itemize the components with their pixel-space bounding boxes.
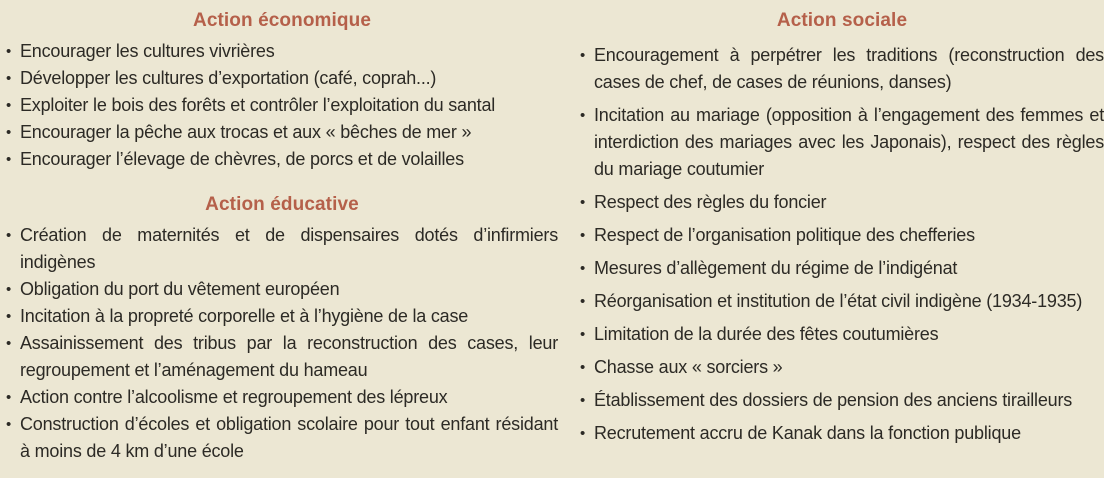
section-title: Action sociale	[776, 10, 908, 31]
item-text: Respect des règles du foncier	[594, 192, 827, 212]
list-item	[6, 276, 558, 303]
bullet-icon: •	[6, 43, 12, 60]
list-item	[580, 189, 1104, 216]
section	[6, 191, 558, 465]
item-text: Encourager les cultures vivrières	[20, 41, 275, 61]
item-text: Réorganisation et institution de l’état civil indigène (1934-1935)	[594, 291, 1083, 311]
column-1	[580, 7, 1104, 465]
section	[6, 7, 558, 173]
item-text: Établissement des dossiers de pension des anciens tirailleurs	[594, 390, 1073, 410]
list-item	[580, 387, 1104, 414]
list-item	[6, 384, 558, 411]
list-item	[580, 288, 1104, 315]
bullet-icon: •	[6, 335, 12, 352]
item-text: Action contre l’alcoolisme et regroupement des lépreux	[20, 387, 448, 407]
item-text: Recrutement accru de Kanak dans la fonction publique	[594, 423, 1021, 443]
bullet-icon: •	[580, 260, 586, 277]
item-text: Création de maternités et de dispensaires dotés d’infirmiers indigènes	[20, 225, 558, 272]
list-item	[6, 119, 558, 146]
bullet-icon: •	[580, 293, 586, 310]
list-item	[6, 411, 558, 465]
bullet-icon: •	[6, 227, 12, 244]
bullet-icon: •	[580, 425, 586, 442]
column-0	[6, 7, 558, 465]
bullet-icon: •	[580, 359, 586, 376]
item-text: Encouragement à perpétrer les traditions (reconstruction des cases de chef, de cases de réunions, danses)	[594, 45, 1104, 92]
list-item	[580, 222, 1104, 249]
list-item	[580, 420, 1104, 447]
bullet-icon: •	[6, 308, 12, 325]
bullet-list	[580, 42, 1104, 447]
item-text: Développer les cultures d’exportation (café, coprah...)	[20, 68, 437, 88]
list-item	[6, 38, 558, 65]
bullet-icon: •	[580, 107, 586, 124]
bullet-icon: •	[6, 124, 12, 141]
bullet-icon: •	[6, 70, 12, 87]
item-text: Incitation à la propreté corporelle et à l’hygiène de la case	[20, 306, 469, 326]
list-item	[580, 42, 1104, 96]
item-text: Exploiter le bois des forêts et contrôler l’exploitation du santal	[20, 95, 496, 115]
bullet-icon: •	[580, 227, 586, 244]
item-text: Obligation du port du vêtement européen	[20, 279, 340, 299]
list-item	[6, 92, 558, 119]
section-title: Action économique	[193, 10, 371, 31]
item-text: Assainissement des tribus par la reconstruction des cases, leur regroupement et l’aménagement du hameau	[20, 333, 558, 380]
list-item	[6, 303, 558, 330]
list-item	[580, 102, 1104, 183]
bullet-icon: •	[6, 151, 12, 168]
bullet-icon: •	[6, 281, 12, 298]
list-item	[6, 65, 558, 92]
list-item	[580, 354, 1104, 381]
item-text: Mesures d’allègement du régime de l’indigénat	[594, 258, 958, 278]
bullet-icon: •	[580, 47, 586, 64]
bullet-list	[6, 38, 558, 173]
bullet-icon: •	[6, 416, 12, 433]
list-item	[580, 321, 1104, 348]
bullet-icon: •	[6, 97, 12, 114]
item-text: Encourager l’élevage de chèvres, de porcs et de volailles	[20, 149, 464, 169]
bullet-icon: •	[580, 392, 586, 409]
section	[580, 7, 1104, 447]
section-title: Action éducative	[205, 194, 359, 215]
bullet-list	[6, 222, 558, 465]
list-item	[580, 255, 1104, 282]
item-text: Construction d’écoles et obligation scolaire pour tout enfant résidant à moins de 4 km d’une école	[20, 414, 558, 461]
bullet-icon: •	[6, 389, 12, 406]
item-text: Chasse aux « sorciers »	[594, 357, 783, 377]
list-item	[6, 146, 558, 173]
item-text: Respect de l’organisation politique des chefferies	[594, 225, 975, 245]
item-text: Incitation au mariage (opposition à l’engagement des femmes et interdiction des mariages avec les Japonais), respect des règles du mariage coutumier	[594, 105, 1104, 179]
list-item	[6, 330, 558, 384]
bullet-icon: •	[580, 326, 586, 343]
item-text: Encourager la pêche aux trocas et aux « bêches de mer »	[20, 122, 472, 142]
item-text: Limitation de la durée des fêtes coutumières	[594, 324, 939, 344]
list-item	[6, 222, 558, 276]
bullet-icon: •	[580, 194, 586, 211]
